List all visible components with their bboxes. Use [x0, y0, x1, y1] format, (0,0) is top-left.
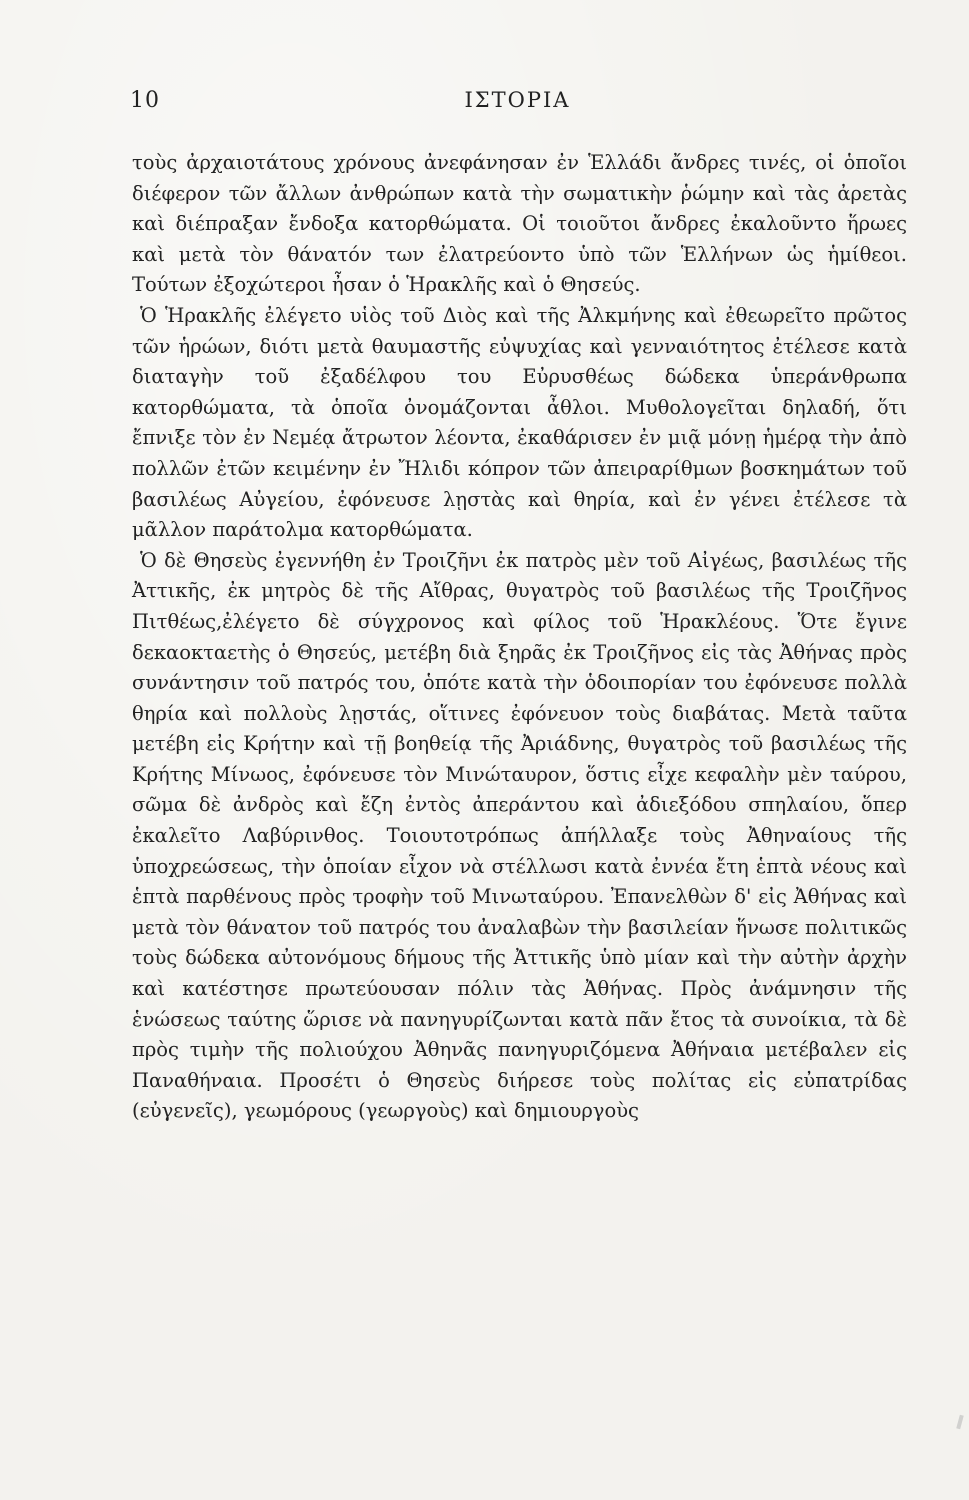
paragraph-heroes-intro: τοὺς ἀρχαιοτάτους χρόνους ἀνεφάνησαν ἐν Ἑλλάδι ἄνδρες τινές, οἱ ὁποῖοι διέφερον τῶν ἄλλων ἀνθρώπων κατὰ τὴν σωματικὴν ῥώμην καὶ τὰς ἀρετὰς καὶ διέπραξαν ἔνδοξα κατορθώματα. Οἱ τοιοῦτοι ἄνδρες ἐκαλοῦντο ἥρωες καὶ μετὰ τὸν θάνατόν των ἐλατρεύοντο ὑπὸ τῶν Ἑλλήνων ὡς ἡμίθεοι. Τούτων ἐξοχώτεροι ἦσαν ὁ Ἡρακλῆς καὶ ὁ Θησεύς.	[132, 151, 907, 297]
page-number: 10	[130, 88, 160, 113]
paragraph-theseus: Ὁ δὲ Θησεὺς ἐγεννήθη ἐν Τροιζῆνι ἐκ πατρὸς μὲν τοῦ Αἰγέως, βασιλέως τῆς Ἀττικῆς, ἐκ μητρὸς δὲ τῆς Αἴθρας, θυγατρὸς τοῦ βασιλέως τῆς Τροιζῆνος Πιτθέως,ἐλέγετο δὲ σύγχρονος καὶ φίλος τοῦ Ἡρακλέους. Ὅτε ἔγινε δεκαοκταετὴς ὁ Θησεύς, μετέβη διὰ ξηρᾶς ἐκ Τροιζῆνος εἰς τὰς Ἀθήνας πρὸς συνάντησιν τοῦ πατρός του, ὁπότε κατὰ τὴν ὁδοιπορίαν του ἐφόνευσε πολλὰ θηρία καὶ πολλοὺς λῃστάς, οἵτινες ἐφόνευον τοὺς διαβάτας. Μετὰ ταῦτα μετέβη εἰς Κρήτην καὶ τῇ βοηθείᾳ τῆς Ἀριάδνης, θυγατρὸς τοῦ βασιλέως τῆς Κρήτης Μίνωος, ἐφόνευσε τὸν Μινώταυρον, ὅστις εἶχε κεφαλὴν μὲν ταύρου, σῶμα δὲ ἀνδρὸς καὶ ἔζη ἐντὸς ἀπεράντου καὶ ἀδιεξόδου σπηλαίου, ὅπερ ἐκαλεῖτο Λαβύρινθος. Τοιουτοτρόπως ἀπήλλαξε τοὺς Ἀθηναίους τῆς ὑποχρεώσεως, τὴν ὁποίαν εἶχον νὰ στέλλωσι κατὰ ἐννέα ἔτη ἑπτὰ νέους καὶ ἑπτὰ παρθένους πρὸς τροφὴν τοῦ Μινωταύρου. Ἐπανελθὼν δ' εἰς Ἀθήνας καὶ μετὰ τὸν θάνατον τοῦ πατρός του ἀναλαβὼν τὴν βασιλείαν ἥνωσε πολιτικῶς τοὺς δώδεκα αὐτονόμους δήμους τῆς Ἀττικῆς ὑπὸ μίαν καὶ τὴν αὐτὴν ἀρχὴν καὶ κατέστησε πρωτεύουσαν πόλιν τὰς Ἀθήνας. Πρὸς ἀνάμνησιν τῆς ἑνώσεως ταύτης ὥρισε νὰ πανηγυρίζωνται κατὰ πᾶν ἔτος τὰ συνοίκια, τὰ δὲ πρὸς τιμὴν τῆς πολιούχου Ἀθηνᾶς πανηγυριζόμενα Ἀθήναια μετέβαλεν εἰς Παναθήναια. Προσέτι ὁ Θησεὺς διήρεσε τοὺς πολίτας εἰς εὐπατρίδας (εὐγενεῖς), γεωμόρους (γεωργοὺς) καὶ δημιουργοὺς	[132, 548, 907, 1123]
body-text	[132, 148, 907, 1127]
page-header	[130, 88, 905, 122]
paper-blemish	[956, 1415, 963, 1430]
paragraph-herakles: Ὁ Ἡρακλῆς ἐλέγετο υἱὸς τοῦ Διὸς καὶ τῆς Ἀλκμήνης καὶ ἐθεωρεῖτο πρῶτος τῶν ἡρώων, διότι μετὰ θαυμαστῆς εὐψυχίας καὶ γενναιότητος ἐτέλεσε κατὰ διαταγὴν τοῦ ἐξαδέλφου του Εὐρυσθέως δώδεκα ὑπεράνθρωπα κατορθώματα, τὰ ὁποῖα ὀνομάζονται ἆθλοι. Μυθολογεῖται δηλαδή, ὅτι ἔπνιξε τὸν ἐν Νεμέᾳ ἄτρωτον λέοντα, ἐκαθάρισεν ἐν μιᾷ μόνῃ ἡμέρᾳ τὴν ἀπὸ πολλῶν ἐτῶν κειμένην ἐν Ἤλιδι κόπρον τῶν ἀπειραρίθμων βοσκημάτων τοῦ βασιλέως Αὐγείου, ἐφόνευσε λῃστὰς καὶ θηρία, καὶ ἐν γένει ἐτέλεσε τὰ μᾶλλον παράτολμα κατορθώματα.	[132, 303, 907, 542]
running-head-title: ΙΣΤΟΡΙΑ	[464, 88, 571, 112]
